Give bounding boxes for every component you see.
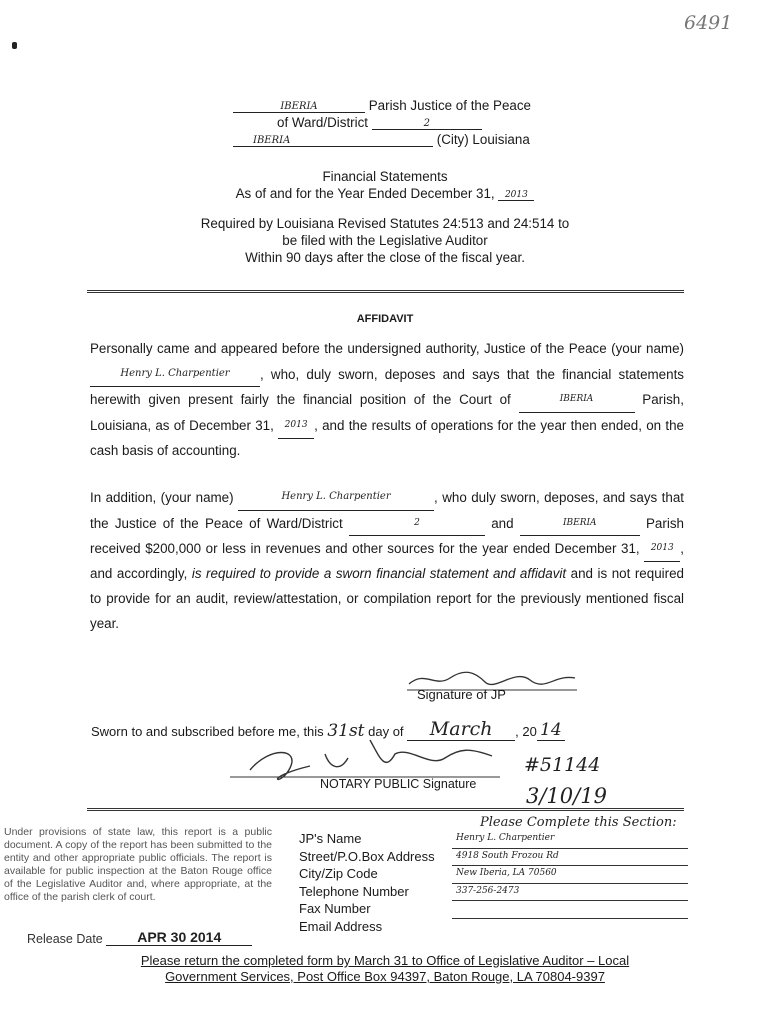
city-value: IBERIA bbox=[233, 135, 433, 147]
contact-label-name: JP's Name bbox=[299, 831, 362, 846]
scan-speck bbox=[12, 42, 17, 49]
p2-parish: IBERIA bbox=[520, 511, 640, 537]
p1-name: Henry L. Charpentier bbox=[90, 362, 260, 388]
contact-row-address bbox=[0, 848, 770, 866]
notary-signature-scribble bbox=[230, 728, 520, 784]
contact-label-fax: Fax Number bbox=[299, 901, 371, 916]
contact-value-fax bbox=[452, 900, 688, 901]
p2-text-d: , and accordingly, bbox=[90, 541, 684, 582]
fs-period-prefix: As of and for the Year Ended December 31, bbox=[235, 186, 495, 201]
parish-name-value: IBERIA bbox=[233, 101, 365, 113]
notary-label: NOTARY PUBLIC Signature bbox=[320, 777, 477, 791]
p2-year: 2013 bbox=[644, 536, 680, 562]
p2-text-e: and is not required to provide for an audit, review/attestation, or compilation report for the previously mentioned fiscal year. bbox=[90, 566, 684, 631]
req-line2: be filed with the Legislative Auditor bbox=[282, 233, 488, 248]
p2-text-a: In addition, (your name) bbox=[90, 490, 234, 505]
affidavit-paragraph-1 bbox=[90, 337, 684, 464]
p2-name: Henry L. Charpentier bbox=[238, 485, 434, 511]
footer-line-2: Government Services, Post Office Box 94397, Baton Rouge, LA 70804-9397 bbox=[165, 969, 605, 984]
affidavit-paragraph-2 bbox=[90, 485, 684, 636]
contact-heading: Please Complete this Section: bbox=[480, 815, 677, 830]
p2-text-b: , who duly sworn, deposes, and says that the Justice of the Peace of Ward/District bbox=[90, 490, 684, 531]
ward-value: 2 bbox=[372, 118, 482, 130]
contact-value-address: 4918 South Frozou Rd bbox=[452, 848, 688, 867]
req-line3: Within 90 days after the close of the fiscal year. bbox=[245, 250, 525, 265]
p2-ward: 2 bbox=[349, 511, 485, 537]
contact-value-name: Henry L. Charpentier bbox=[452, 830, 688, 849]
fs-title: Financial Statements bbox=[322, 169, 448, 184]
divider-top bbox=[87, 290, 684, 293]
jp-signature-label: Signature of JP bbox=[417, 687, 506, 702]
sworn-text-a: Sworn to and subscribed before me, this bbox=[91, 724, 324, 739]
p2-italic: is required to provide a sworn financial statement and affidavit bbox=[191, 566, 567, 582]
sworn-month: March bbox=[407, 718, 515, 741]
contact-row-phone bbox=[0, 883, 770, 901]
p1-text-c: Parish, Louisiana, as of December 31, bbox=[90, 392, 684, 434]
header-city-line bbox=[233, 132, 530, 147]
contact-section bbox=[0, 830, 770, 940]
sworn-text-b: day of bbox=[368, 724, 404, 739]
p1-court: IBERIA bbox=[519, 387, 635, 413]
footer-line-1: Please return the completed form by March 31 to Office of Legislative Auditor – Local bbox=[140, 953, 630, 968]
release-date-label: Release Date bbox=[27, 932, 103, 946]
release-date-value: APR 30 2014 bbox=[106, 929, 252, 946]
fs-year: 2013 bbox=[498, 190, 534, 201]
contact-row-fax bbox=[0, 900, 770, 918]
contact-row-city bbox=[0, 865, 770, 883]
fs-period bbox=[0, 186, 770, 201]
notary-number: #51144 bbox=[524, 754, 601, 776]
parish-suffix: Parish Justice of the Peace bbox=[368, 98, 531, 113]
disclaimer-text: Under provisions of state law, this report is a public document. A copy of the report has been submitted to the entity and other appropriate public officials. The report is available for public inspection at the Baton Rouge office of the Legislative Auditor and, where appropriate, at the office of the parish clerk of court. bbox=[4, 826, 272, 903]
p2-and: and bbox=[491, 515, 514, 531]
ward-prefix: of Ward/District bbox=[277, 115, 369, 130]
p1-text-d: , and the results of operations for the year then ended, on the cash basis of accounting. bbox=[90, 418, 684, 458]
p1-text-b: , who, duly sworn, deposes and says that the financial statements herewith given present fairly the financial position of the Court of bbox=[90, 366, 684, 408]
contact-label-city: City/Zip Code bbox=[299, 866, 378, 881]
contact-value-phone: 337-256-2473 bbox=[452, 883, 688, 902]
p1-text-a: Personally came and appeared before the undersigned authority, Justice of the Peace (your name) bbox=[90, 341, 684, 356]
contact-row-email bbox=[0, 918, 770, 936]
sworn-day: 31st bbox=[327, 721, 365, 741]
divider-bottom bbox=[87, 808, 684, 811]
p1-year: 2013 bbox=[278, 413, 314, 439]
sworn-year: 14 bbox=[537, 720, 565, 741]
notary-date: 3/10/19 bbox=[526, 784, 607, 808]
sworn-year-prefix: , 20 bbox=[515, 724, 537, 739]
contact-value-city: New Iberia, LA 70560 bbox=[452, 865, 688, 884]
contact-label-email: Email Address bbox=[299, 918, 383, 934]
contact-value-email bbox=[452, 918, 688, 919]
contact-row-name bbox=[0, 830, 770, 848]
city-suffix: (City) Louisiana bbox=[436, 132, 530, 147]
p2-text-c: Parish received $200,000 or less in revenues and other sources for the year ended December 31, bbox=[90, 515, 684, 557]
header-ward-line bbox=[277, 115, 482, 130]
corner-number: 6491 bbox=[684, 12, 733, 34]
affidavit-title: AFFIDAVIT bbox=[356, 313, 414, 325]
header-parish-line bbox=[233, 98, 531, 113]
req-line1: Required by Louisiana Revised Statutes 24:513 and 24:514 to bbox=[200, 216, 570, 231]
contact-label-address: Street/P.O.Box Address bbox=[299, 848, 435, 864]
contact-label-phone: Telephone Number bbox=[299, 883, 409, 899]
